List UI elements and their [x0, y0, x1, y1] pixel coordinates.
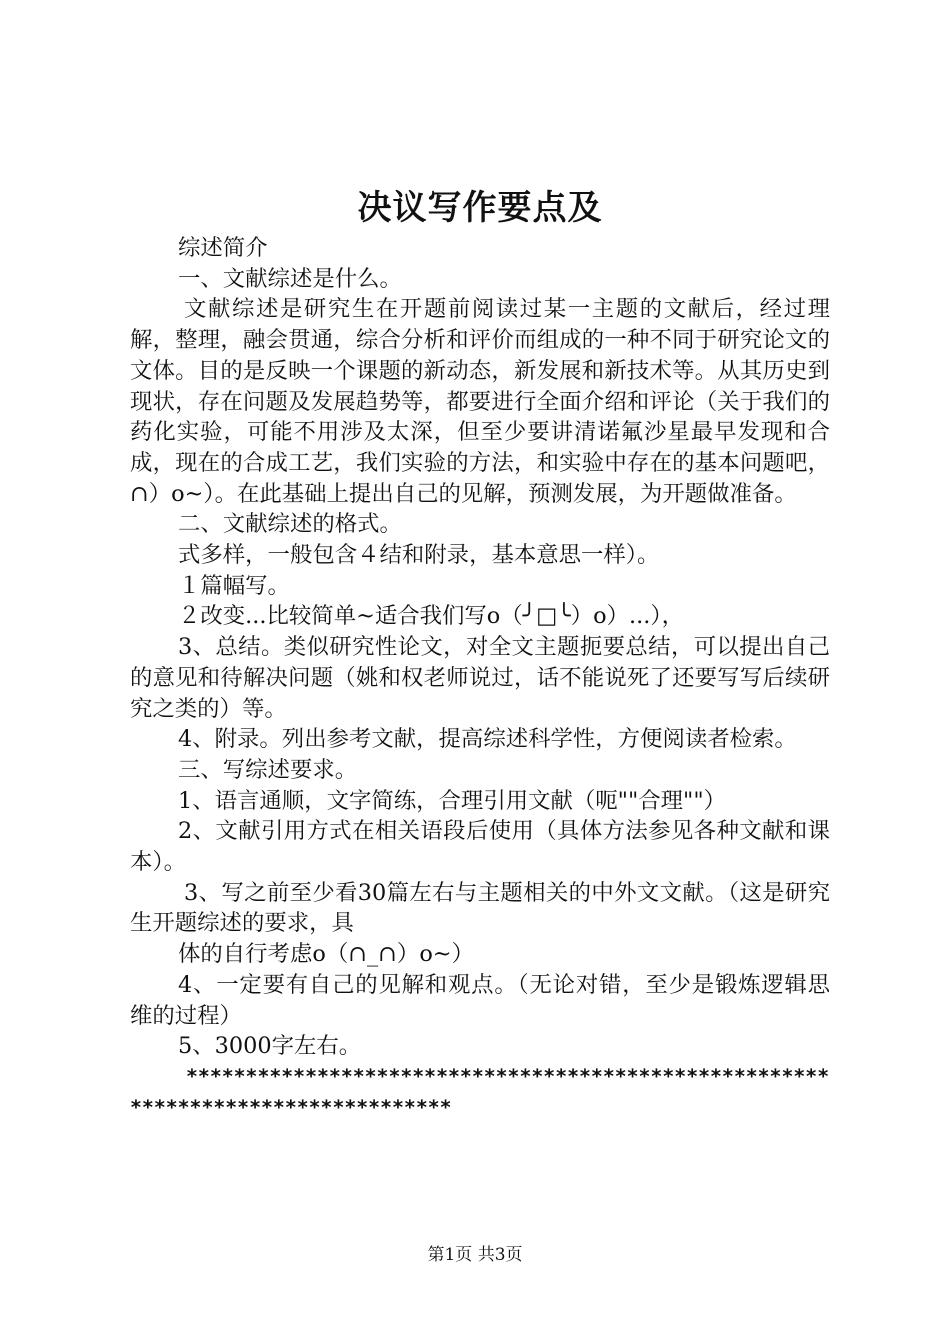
page-footer: 第1页 共3页 [427, 1245, 523, 1265]
paragraph-format: 式多样，一般包含４结和附录，基本意思一样）。 [178, 542, 660, 569]
requirement-5: 5、3000字左右。 [178, 1033, 362, 1060]
section-heading-1: 一、文献综述是什么。 [178, 265, 402, 292]
paragraph-summary-heading: 综述简介 [178, 235, 268, 261]
document-body [130, 233, 830, 1123]
paragraph-item-1: １篇幅写。 [178, 572, 290, 599]
separator-line: ********************************************************************************* [130, 1064, 830, 1119]
requirement-2: 2、文献引用方式在相关语段后使用（具体方法参见各种文献和课本）。 [130, 818, 830, 876]
requirement-3: 3、写之前至少看30篇左右与主题相关的中外文文献。（这是研究生开题综述的要求，具 [130, 879, 830, 937]
paragraph-definition: 文献综述是研究生在开题前阅读过某一主题的文献后，经过理解，整理，融会贯通，综合分析和评价而组成的一种不同于研究论文的文体。目的是反映一个课题的新动态，新发展和新技术等。从其历史到现状，存在问题及发展趋势等，都要进行全面介绍和评论（关于我们的药化实验，可能不用涉及太深，但至少要讲清诺氟沙星最早发现和合成，现在的合成工艺，我们实验的方法，和实验中存在的基本问题吧，∩）o~）。在此基础上提出自己的见解，预测发展，为开题做准备。 [130, 296, 830, 507]
document-title: 决议写作要点及 [357, 188, 603, 228]
section-heading-3: 三、写综述要求。 [178, 756, 358, 783]
requirement-1: 1、语言通顺，文字简练，合理引用文献（呃""合理""） [178, 787, 727, 814]
requirement-3-continued: 体的自行考虑o（∩_∩）o~） [178, 941, 474, 968]
paragraph-item-3: 3、总结。类似研究性论文，对全文主题扼要总结，可以提出自己的意见和待解决问题（姚和权老师说过，话不能说死了还要写写后续研究之类的）等。 [130, 634, 830, 722]
section-heading-2: 二、文献综述的格式。 [178, 511, 402, 538]
paragraph-item-4: 4、附录。列出参考文献，提高综述科学性，方便阅读者检索。 [178, 726, 797, 753]
paragraph-item-2: ２改变...比较简单~适合我们写o（╯□╰）o）...）， [178, 603, 684, 630]
requirement-4: 4、一定要有自己的见解和观点。（无论对错，至少是锻炼逻辑思维的过程） [130, 971, 830, 1029]
